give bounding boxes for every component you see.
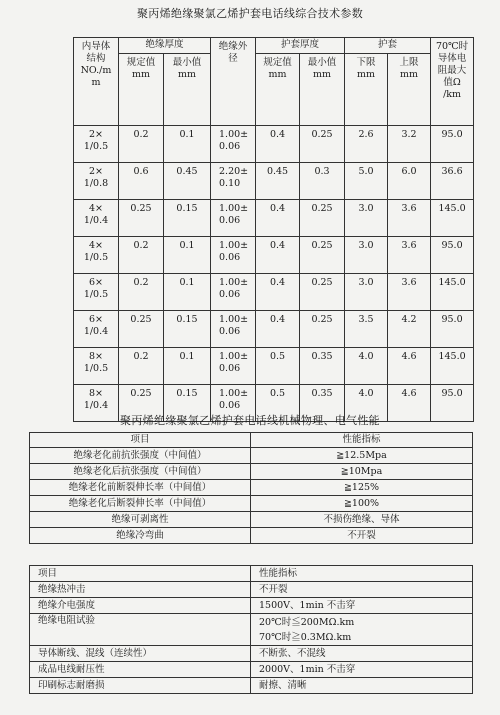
cell-insulation-min: 0.1 <box>164 274 211 311</box>
table-row <box>30 662 473 678</box>
cell-conductor: 6× 1/0.5 <box>74 274 119 311</box>
header-sheath: 护套 <box>345 38 431 54</box>
cell-value: 1500V、1min 不击穿 <box>251 598 473 614</box>
cell-value: ≧100% <box>251 496 473 512</box>
cell-sheath-lower: 4.0 <box>345 348 388 385</box>
cell-value: 不开裂 <box>251 528 473 544</box>
header-insulation-min: 最小值 mm <box>164 54 211 126</box>
cell-sheath-nominal: 0.4 <box>256 237 300 274</box>
cell-insulation-od: 1.00± 0.06 <box>211 237 256 274</box>
table-row <box>74 126 474 163</box>
cell-item: 印刷标志耐磨损 <box>30 678 251 694</box>
cell-sheath-nominal: 0.4 <box>256 274 300 311</box>
cell-conductor: 2× 1/0.8 <box>74 163 119 200</box>
cell-item: 绝缘电阻试验 <box>30 614 251 646</box>
cell-insulation-nominal: 0.2 <box>119 237 164 274</box>
table-row <box>30 614 473 646</box>
cell-item: 绝缘热冲击 <box>30 582 251 598</box>
cell-value: 耐擦、清晰 <box>251 678 473 694</box>
table-row <box>30 512 473 528</box>
cell-insulation-od: 1.00± 0.06 <box>211 311 256 348</box>
cell-insulation-min: 0.1 <box>164 126 211 163</box>
cell-resistance: 95.0 <box>431 311 474 348</box>
table-row <box>30 598 473 614</box>
cell-insulation-min: 0.15 <box>164 385 211 422</box>
cell-resistance: 36.6 <box>431 163 474 200</box>
cell-value: ≧12.5Mpa <box>251 448 473 464</box>
header-sheath-upper: 上限 mm <box>388 54 431 126</box>
cell-item: 绝缘老化前抗张强度（中间值） <box>30 448 251 464</box>
cell-sheath-min: 0.25 <box>300 126 345 163</box>
cell-value: 不损伤绝缘、导体 <box>251 512 473 528</box>
cell-sheath-nominal: 0.4 <box>256 311 300 348</box>
table-row <box>30 678 473 694</box>
header-insulation-thickness: 绝缘厚度 <box>119 38 211 54</box>
cell-value: 不开裂 <box>251 582 473 598</box>
cell-item: 绝缘可剥离性 <box>30 512 251 528</box>
table-row <box>74 274 474 311</box>
cell-value: 20℃时≦200MΩ.km 70℃时≧0.3MΩ.km <box>251 614 473 646</box>
table-row <box>30 448 473 464</box>
cell-sheath-lower: 3.0 <box>345 237 388 274</box>
cell-value: ≧10Mpa <box>251 464 473 480</box>
cell-item: 成品电线耐压性 <box>30 662 251 678</box>
cell-value: 不断张、不混线 <box>251 646 473 662</box>
header-sheath-thickness: 护套厚度 <box>256 38 345 54</box>
table-header-row <box>30 566 473 582</box>
cell-insulation-nominal: 0.2 <box>119 126 164 163</box>
cell-sheath-nominal: 0.45 <box>256 163 300 200</box>
header-sheath-nominal: 规定值 mm <box>256 54 300 126</box>
cell-item: 绝缘介电强度 <box>30 598 251 614</box>
cell-conductor: 8× 1/0.5 <box>74 348 119 385</box>
cell-sheath-upper: 3.2 <box>388 126 431 163</box>
cell-sheath-upper: 3.6 <box>388 237 431 274</box>
cell-sheath-lower: 3.0 <box>345 274 388 311</box>
cell-insulation-nominal: 0.2 <box>119 348 164 385</box>
cell-insulation-od: 1.00± 0.06 <box>211 126 256 163</box>
cell-sheath-upper: 4.2 <box>388 311 431 348</box>
cell-sheath-lower: 5.0 <box>345 163 388 200</box>
cell-sheath-min: 0.25 <box>300 274 345 311</box>
cell-insulation-nominal: 0.25 <box>119 385 164 422</box>
cell-conductor: 2× 1/0.5 <box>74 126 119 163</box>
table2-title: 聚丙烯绝缘聚氯乙烯护套电话线机械物理、电气性能 <box>120 414 380 427</box>
cell-sheath-min: 0.25 <box>300 311 345 348</box>
cell-sheath-min: 0.3 <box>300 163 345 200</box>
cell-sheath-lower: 3.5 <box>345 311 388 348</box>
cell-resistance: 95.0 <box>431 385 474 422</box>
cell-conductor: 8× 1/0.4 <box>74 385 119 422</box>
cell-item: 绝缘老化后抗张强度（中间值） <box>30 464 251 480</box>
cell-insulation-od: 2.20± 0.10 <box>211 163 256 200</box>
cell-insulation-nominal: 0.25 <box>119 311 164 348</box>
cell-insulation-min: 0.1 <box>164 348 211 385</box>
cell-insulation-od: 1.00± 0.06 <box>211 348 256 385</box>
cell-insulation-nominal: 0.25 <box>119 200 164 237</box>
header-sheath-min: 最小值 mm <box>300 54 345 126</box>
cell-sheath-min: 0.25 <box>300 200 345 237</box>
table-row <box>74 163 474 200</box>
cell-insulation-min: 0.15 <box>164 311 211 348</box>
cell-insulation-min: 0.45 <box>164 163 211 200</box>
table1-title: 聚丙烯绝缘聚氯乙烯护套电话线综合技术参数 <box>137 7 363 20</box>
cell-sheath-lower: 3.0 <box>345 200 388 237</box>
technical-parameters-table <box>73 37 474 422</box>
table-row <box>30 646 473 662</box>
cell-conductor: 6× 1/0.4 <box>74 311 119 348</box>
table-row <box>30 480 473 496</box>
table-row <box>30 496 473 512</box>
cell-sheath-min: 0.35 <box>300 385 345 422</box>
cell-sheath-upper: 4.6 <box>388 348 431 385</box>
table-row <box>30 582 473 598</box>
cell-item: 绝缘老化后断裂伸长率（中间值） <box>30 496 251 512</box>
cell-sheath-lower: 4.0 <box>345 385 388 422</box>
cell-insulation-min: 0.15 <box>164 200 211 237</box>
cell-sheath-upper: 3.6 <box>388 200 431 237</box>
header-resistance: 70℃时 导体电 阻最大 值Ω /km <box>431 38 474 126</box>
cell-item: 绝缘老化前断裂伸长率（中间值） <box>30 480 251 496</box>
header-conductor: 内导体 结构 NO./m m <box>74 38 119 126</box>
cell-conductor: 4× 1/0.4 <box>74 200 119 237</box>
cell-resistance: 95.0 <box>431 126 474 163</box>
cell-sheath-min: 0.35 <box>300 348 345 385</box>
cell-insulation-od: 1.00± 0.06 <box>211 200 256 237</box>
table-row <box>74 311 474 348</box>
cell-insulation-nominal: 0.6 <box>119 163 164 200</box>
cell-insulation-min: 0.1 <box>164 237 211 274</box>
cell-conductor: 4× 1/0.5 <box>74 237 119 274</box>
cell-resistance: 145.0 <box>431 200 474 237</box>
table-row <box>74 348 474 385</box>
mechanical-electrical-table <box>29 432 473 544</box>
header-item: 项目 <box>30 433 251 448</box>
cell-insulation-od: 1.00± 0.06 <box>211 385 256 422</box>
cell-sheath-min: 0.25 <box>300 237 345 274</box>
cell-sheath-upper: 4.6 <box>388 385 431 422</box>
cell-item: 导体断线、混线（连续性） <box>30 646 251 662</box>
cell-sheath-nominal: 0.5 <box>256 385 300 422</box>
performance-table <box>29 565 473 694</box>
cell-resistance: 145.0 <box>431 274 474 311</box>
cell-sheath-upper: 3.6 <box>388 274 431 311</box>
table-header-row <box>30 433 473 448</box>
table-row <box>30 464 473 480</box>
header-insulation-nominal: 规定值 mm <box>119 54 164 126</box>
cell-insulation-nominal: 0.2 <box>119 274 164 311</box>
table-row <box>74 200 474 237</box>
cell-resistance: 95.0 <box>431 237 474 274</box>
header-insulation-od: 绝缘外 径 <box>211 38 256 126</box>
cell-value: 2000V、1min 不击穿 <box>251 662 473 678</box>
cell-sheath-lower: 2.6 <box>345 126 388 163</box>
cell-sheath-nominal: 0.4 <box>256 126 300 163</box>
table-row <box>30 528 473 544</box>
cell-item: 绝缘冷弯曲 <box>30 528 251 544</box>
header-value: 性能指标 <box>251 433 473 448</box>
cell-sheath-upper: 6.0 <box>388 163 431 200</box>
header-value: 性能指标 <box>251 566 473 582</box>
cell-resistance: 145.0 <box>431 348 474 385</box>
header-sheath-lower: 下限 mm <box>345 54 388 126</box>
cell-value: ≧125% <box>251 480 473 496</box>
cell-sheath-nominal: 0.5 <box>256 348 300 385</box>
cell-insulation-od: 1.00± 0.06 <box>211 274 256 311</box>
cell-sheath-nominal: 0.4 <box>256 200 300 237</box>
table-row <box>74 237 474 274</box>
header-item: 项目 <box>30 566 251 582</box>
